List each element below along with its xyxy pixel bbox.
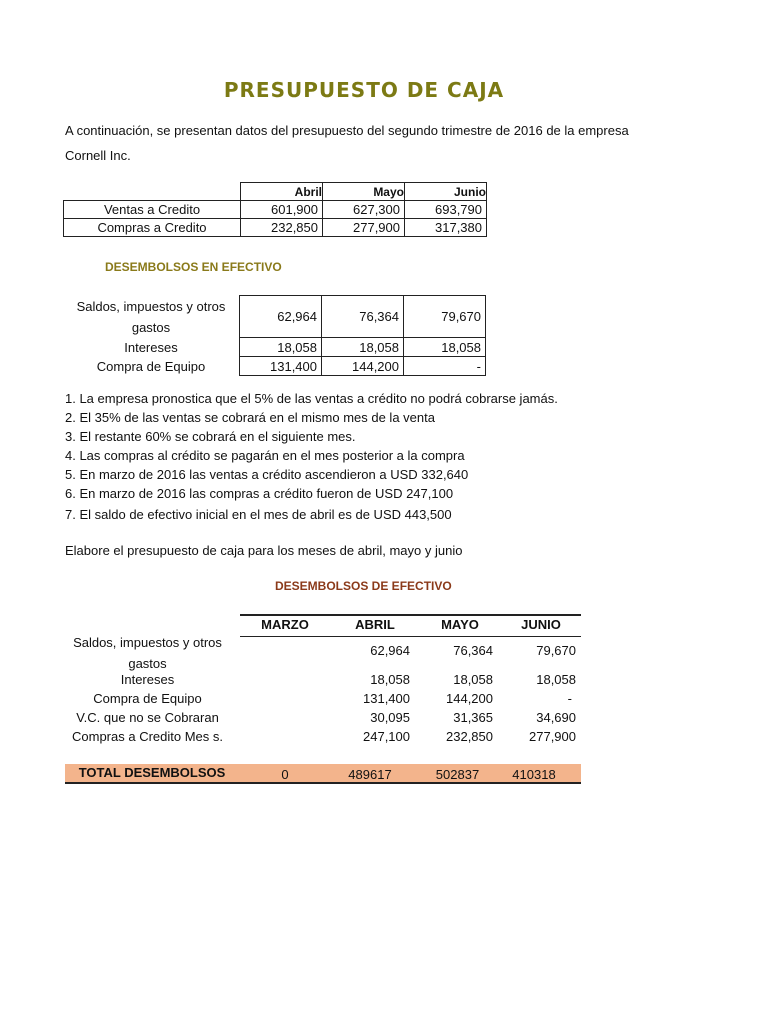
total-value: 489617	[348, 767, 392, 782]
table-row	[64, 201, 487, 219]
row-label: Ventas a Credito	[64, 201, 241, 219]
intro-line-1: A continuación, se presentan datos del presupuesto del segundo trimestre de 2016 de la empresa	[65, 123, 629, 138]
note-item: 6. En marzo de 2016 las compras a crédito fueron de USD 247,100	[65, 486, 454, 501]
cell-value: 18,058	[240, 338, 322, 357]
total-value: 0	[281, 767, 289, 782]
header-top-rule	[240, 614, 581, 616]
cell-value: 131,400	[240, 357, 322, 376]
cell-value: 601,900	[241, 201, 323, 219]
row-label: Compras a Credito Mes s.	[72, 729, 223, 744]
total-value: 502837	[435, 767, 480, 782]
cell-value: 76,364	[322, 296, 404, 338]
note-item: 5. En marzo de 2016 las ventas a crédito ascendieron a USD 332,640	[65, 467, 469, 482]
cell-value: 693,790	[405, 201, 487, 219]
cell-value: 144,200	[322, 357, 404, 376]
column-header: MARZO	[261, 617, 309, 632]
table-row	[63, 357, 486, 376]
cell-value: -	[567, 691, 572, 706]
section-title-desembolsos-en-efectivo: DESEMBOLSOS EN EFECTIVO	[105, 260, 282, 274]
cell-value: 317,380	[405, 219, 487, 237]
column-header: Mayo	[323, 183, 405, 201]
cell-value: 30,095	[370, 710, 410, 725]
cell-value: 62,964	[240, 296, 322, 338]
cell-value: 79,670	[404, 296, 486, 338]
cell-value: 18,058	[322, 338, 404, 357]
cell-value: 62,964	[370, 643, 410, 658]
column-header: MAYO	[441, 617, 479, 632]
cell-value: -	[404, 357, 486, 376]
page-title: PRESUPUESTO DE CAJA	[223, 78, 505, 102]
cell-value: 31,365	[453, 710, 493, 725]
table-row	[63, 338, 486, 357]
row-label: Compra de Equipo	[96, 358, 206, 374]
cell-value: 76,364	[453, 643, 493, 658]
cell-value: 277,900	[529, 729, 576, 744]
cell-value: 232,850	[241, 219, 323, 237]
column-header: ABRIL	[355, 617, 395, 632]
column-header: Junio	[405, 183, 487, 201]
cell-value: 247,100	[363, 729, 410, 744]
cell-value: 277,900	[323, 219, 405, 237]
instruction-text: Elabore el presupuesto de caja para los meses de abril, mayo y junio	[65, 543, 463, 558]
note-item: 4. Las compras al crédito se pagarán en el mes posterior a la compra	[65, 448, 465, 463]
cell-value: 18,058	[453, 672, 493, 687]
header-bottom-rule	[240, 636, 581, 637]
column-header: Abril	[241, 183, 323, 201]
row-label: Saldos, impuestos y otros gastos	[76, 298, 226, 335]
cell-value: 18,058	[404, 338, 486, 357]
cell-value: 18,058	[370, 672, 410, 687]
cell-value: 144,200	[446, 691, 493, 706]
intro-line-2: Cornell Inc.	[65, 148, 131, 163]
table-row	[63, 296, 486, 338]
disbursements-table	[63, 295, 486, 376]
table-row	[64, 219, 487, 237]
section-title-desembolsos-de-efectivo: DESEMBOLSOS DE EFECTIVO	[275, 579, 452, 593]
note-item: 7. El saldo de efectivo inicial en el mes de abril es de USD 443,500	[65, 507, 452, 522]
note-item: 3. El restante 60% se cobrará en el siguiente mes.	[65, 429, 356, 444]
column-header: JUNIO	[521, 617, 561, 632]
total-label: TOTAL DESEMBOLSOS	[78, 765, 226, 780]
cell-value: 627,300	[323, 201, 405, 219]
notes-list	[65, 389, 558, 524]
empty-header-cell	[64, 183, 241, 201]
row-label: Intereses	[124, 339, 178, 355]
note-item: 2. El 35% de las ventas se cobrará en el mismo mes de la venta	[65, 410, 435, 425]
cell-value: 232,850	[446, 729, 493, 744]
cell-value: 79,670	[536, 643, 576, 658]
table-header-row	[64, 183, 487, 201]
row-label: Compras a Credito	[64, 219, 241, 237]
sales-purchases-table	[63, 182, 487, 237]
cell-value: 18,058	[536, 672, 576, 687]
cell-value: 131,400	[363, 691, 410, 706]
row-label: V.C. que no se Cobraran	[76, 710, 219, 725]
row-label: Saldos, impuestos y otros gastos	[73, 635, 222, 671]
cell-value: 34,690	[536, 710, 576, 725]
row-label: Intereses	[120, 672, 175, 687]
note-item: 1. La empresa pronostica que el 5% de las ventas a crédito no podrá cobrarse jamás.	[65, 391, 558, 406]
total-value: 410318	[512, 767, 556, 782]
row-label: Compra de Equipo	[93, 691, 202, 706]
